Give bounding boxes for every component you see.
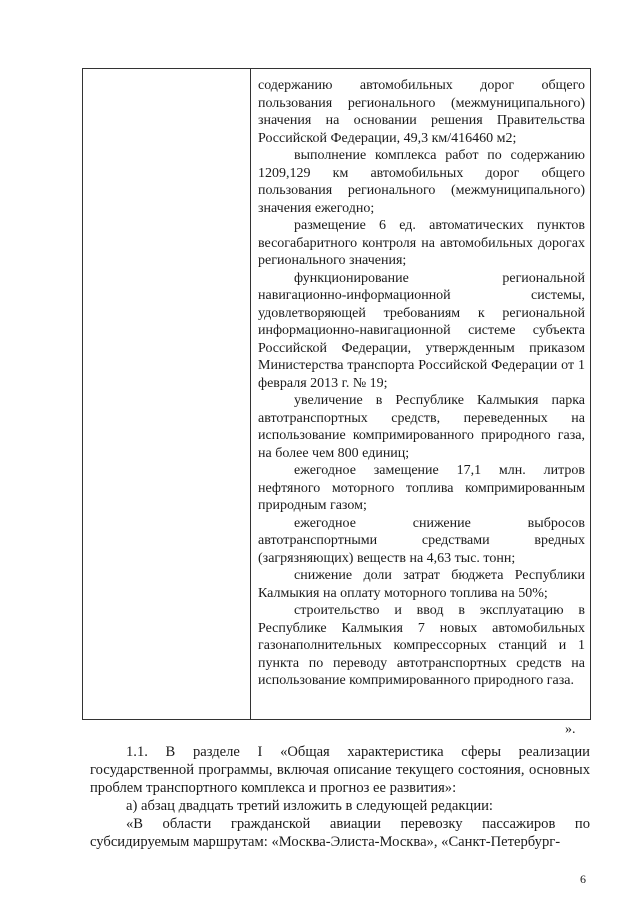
result-item: строительство и ввод в эксплуатацию в Республике Калмыкия 7 новых автомобильных газонаполнительных компрессорных станций и 1 пункта по переводу автотранспортных средств на использование компримированного природного газа.	[258, 603, 585, 688]
amendment-text	[90, 743, 590, 851]
result-item: функционирование региональной навигационно-информационной системы, удовлетворяющей требованиям к региональной информационно-навигационной системе субъекта Российской Федерации, утвержденным приказом Министерства транспорта Российской Федерации от 1 февраля 2013 г. № 19;	[258, 270, 585, 391]
result-item: ежегодное замещение 17,1 млн. литров нефтяного моторного топлива компримированным природным газом;	[258, 463, 585, 513]
paragraph-section-1-1: 1.1. В разделе I «Общая характеристика сферы реализации государственной программы, включая описание текущего состояния, основных проблем транспортного комплекса и прогноз ее развития»:	[90, 744, 590, 796]
cell-lead-paragraph: содержанию автомобильных дорог общего пользования регионального (межмуниципального) значения на основании решения Правительства Российской Федерации, 49,3 км/416460 м2;	[258, 78, 585, 146]
result-item: увеличение в Республике Калмыкия парка автотранспортных средств, переведенных на использование компримированного природного газа, на более чем 800 единиц;	[258, 393, 585, 461]
column-divider	[250, 69, 251, 719]
paragraph-subitem-a: а) абзац двадцать третий изложить в следующей редакции:	[126, 798, 493, 814]
continuation-table	[82, 68, 591, 720]
table-cell-results	[258, 77, 585, 690]
result-item: ежегодное снижение выбросов автотранспортными средствами вредных (загрязняющих) веществ на 4,63 тыс. тонн;	[258, 515, 585, 566]
result-item: выполнение комплекса работ по содержанию 1209,129 км автомобильных дорог общего пользования регионального (межмуниципального) значения ежегодно;	[258, 148, 585, 216]
paragraph-quoted-text: «В области гражданской авиации перевозку пассажиров по субсидируемым маршрутам: «Москва-Элиста-Москва», «Санкт-Петербург-	[90, 816, 590, 850]
result-item: снижение доли затрат бюджета Республики Калмыкия на оплату моторного топлива на 50%;	[258, 568, 585, 601]
result-item: размещение 6 ед. автоматических пунктов весогабаритного контроля на автомобильных дорогах регионального значения;	[258, 218, 585, 268]
closing-quote: ».	[565, 722, 576, 737]
page-number: 6	[580, 872, 586, 886]
